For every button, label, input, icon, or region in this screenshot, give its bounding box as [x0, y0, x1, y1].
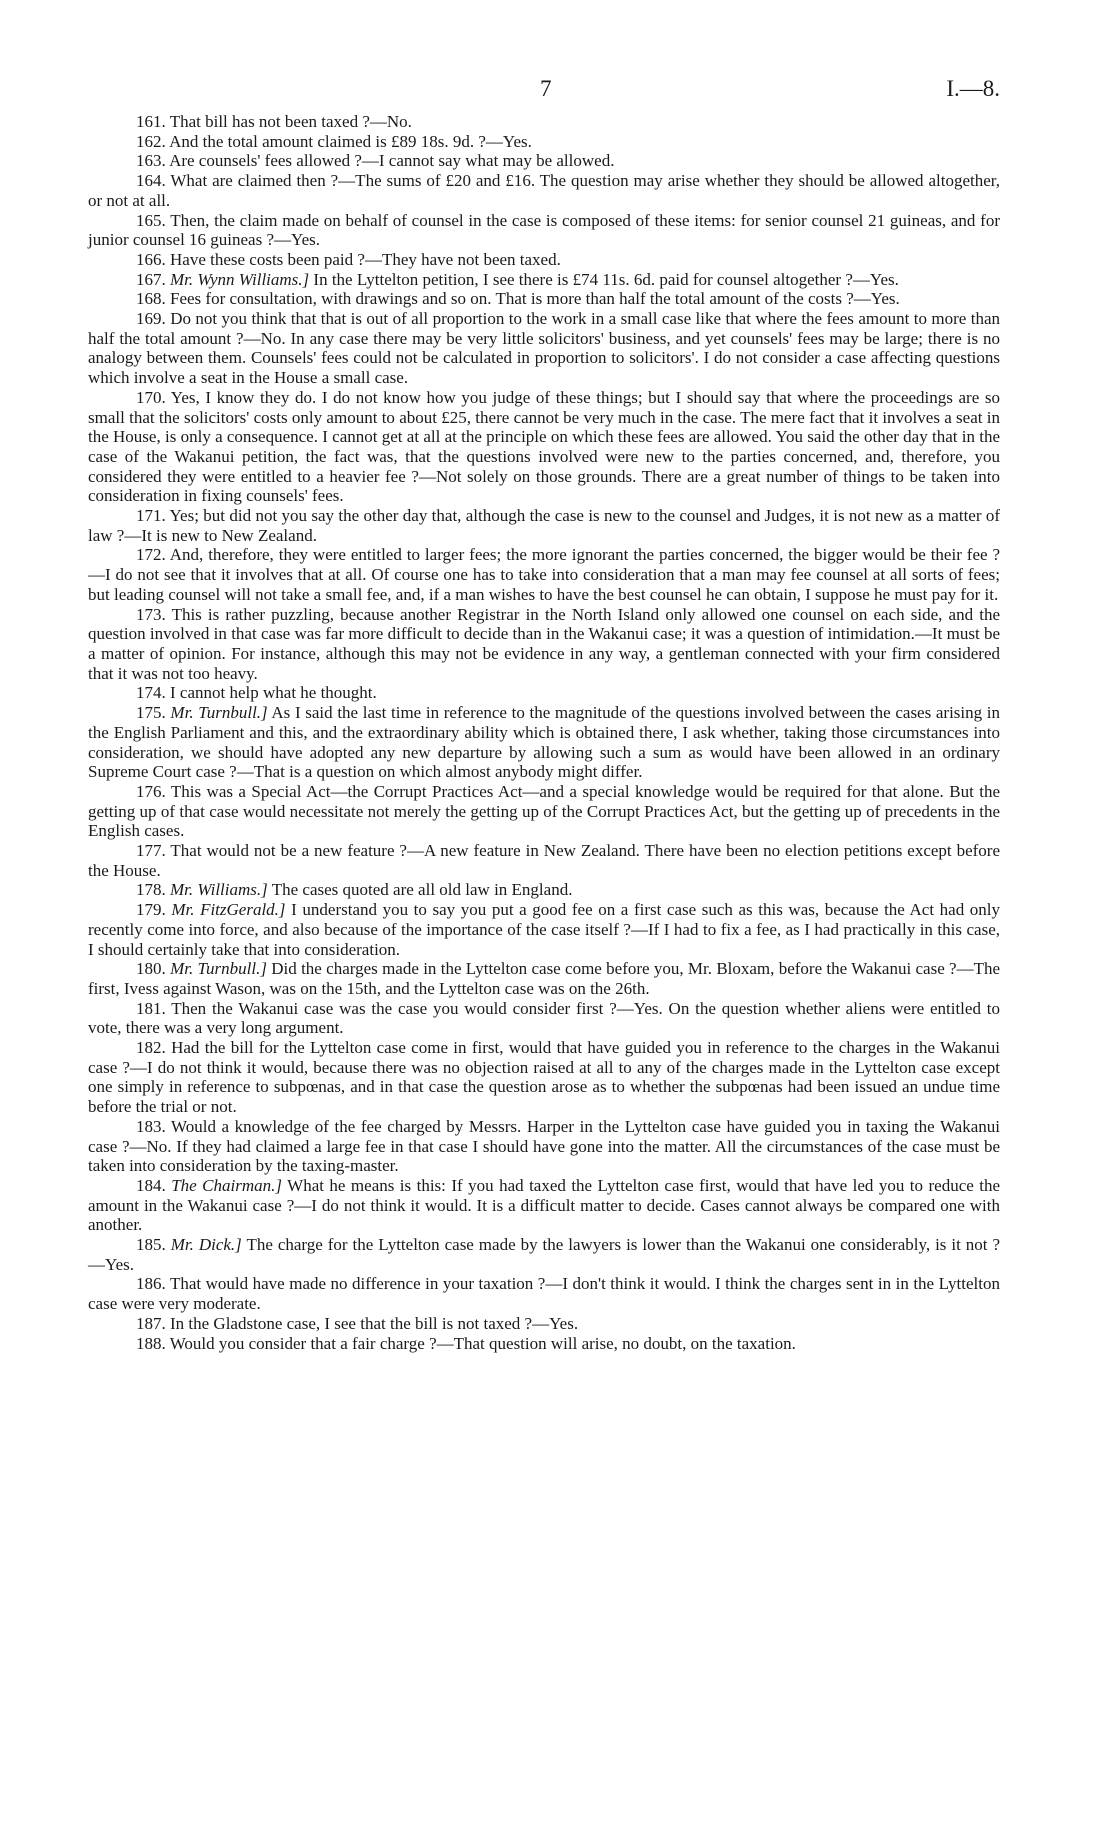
speaker-name: Mr. FitzGerald.]	[171, 900, 286, 920]
question-text: The charge for the Lyttelton case made by the lawyers is lower than the Wakanui one considerably, is it not ?—Yes.	[88, 1235, 1001, 1274]
question-paragraph	[88, 841, 1000, 880]
question-paragraph	[88, 1038, 1000, 1117]
question-paragraph	[88, 388, 1000, 506]
question-number: 167.	[136, 269, 166, 289]
question-paragraph	[88, 1235, 1000, 1274]
question-number: 165.	[136, 210, 166, 230]
question-paragraph	[88, 309, 1000, 388]
question-text: This is rather puzzling, because another Registrar in the North Island only allowed one counsel on each side, and the question involved in that case was far more difficult to decide than in the Wakanui case; it was a question of intimidation.—It must be a matter of opinion. For instance, although this may not be evidence in any way, a gentleman connected with your firm considered that it was not too heavy.	[88, 604, 1000, 683]
question-text: Would you consider that a fair charge ?—That question will arise, no doubt, on the taxation.	[169, 1333, 796, 1353]
speaker-name: The Chairman.]	[171, 1175, 282, 1195]
question-text: Are counsels' fees allowed ?—I cannot say what may be allowed.	[169, 151, 615, 171]
question-paragraph	[88, 703, 1000, 782]
question-paragraph	[88, 1117, 1000, 1176]
question-paragraph	[88, 112, 1000, 132]
speaker-name: Mr. Wynn Williams.]	[170, 269, 310, 289]
question-text: I cannot help what he thought.	[170, 683, 377, 703]
question-paragraph	[88, 289, 1000, 309]
transcript-body	[88, 112, 1000, 1353]
question-number: 178.	[136, 880, 166, 900]
question-paragraph	[88, 880, 1000, 900]
question-text: What are claimed then ?—The sums of £20 and £16. The question may arise whether they should be allowed altogether, or not at all.	[88, 171, 1000, 210]
question-paragraph	[88, 1334, 1000, 1354]
question-text: And, therefore, they were entitled to larger fees; the more ignorant the parties concerned, the bigger would be their fee ?—I do not see that it involves that at all. Of course one has to take into consideration that a man may fee counsel at all sorts of fees; but leading counsel will not take a small fee, and, if a man wishes to have the best counsel he can obtain, I suppose he must pay for it.	[88, 545, 1001, 604]
document-page	[88, 72, 1000, 1353]
question-paragraph	[88, 545, 1000, 604]
question-number: 183.	[136, 1116, 166, 1136]
page-number: 7	[540, 76, 552, 101]
document-reference: I.—8.	[946, 76, 1000, 101]
question-number: 186.	[136, 1274, 166, 1294]
question-paragraph	[88, 782, 1000, 841]
question-text: Had the bill for the Lyttelton case come in first, would that have guided you in reference to the charges in the Wakanui case ?—I do not think it would, because there was no objection raised at all to any of the charges made in the Lyttelton case except one simply in reference to subpœnas, and in that case the question arose as to whether the subpœnas had been issued an undue time before the trial or not.	[88, 1038, 1000, 1117]
speaker-name: Mr. Dick.]	[170, 1235, 242, 1255]
question-paragraph	[88, 959, 1000, 998]
question-number: 182.	[136, 1038, 166, 1058]
question-text: That would have made no difference in your taxation ?—I don't think it would. I think the charges sent in in the Lyttelton case were very moderate.	[88, 1274, 1000, 1314]
question-text: As I said the last time in reference to the magnitude of the questions involved between the cases arising in the English Parliament and this, and the extraordinary ability which is obtained there, I ask whether, taking those circumstances into consideration, we should have adopted any new departure by allowing such a sum as would have been allowed in an ordinary Supreme Court case ?—That is a question on which almost anybody might differ.	[88, 703, 1001, 782]
question-number: 170.	[136, 387, 166, 407]
question-number: 179.	[136, 900, 166, 920]
question-paragraph	[88, 1314, 1000, 1334]
question-paragraph	[88, 211, 1000, 250]
question-number: 185.	[136, 1235, 166, 1255]
question-number: 175.	[136, 703, 166, 723]
question-paragraph	[88, 151, 1000, 171]
question-text: And the total amount claimed is £89 18s. 9d. ?—Yes.	[169, 131, 532, 151]
question-number: 171.	[136, 506, 166, 526]
question-paragraph	[88, 683, 1000, 703]
page-header	[88, 72, 1000, 112]
question-text: What he means is this: If you had taxed the Lyttelton case first, would that have led you to reduce the amount in the Wakanui case ?—I do not think it would. It is a difficult matter to decide. Cases cannot always be compared one with another.	[88, 1175, 1001, 1235]
question-text: In the Gladstone case, I see that the bill is not taxed ?—Yes.	[170, 1313, 579, 1333]
question-text: Yes, I know they do. I do not know how you judge of these things; but I should say that where the proceedings are so small that the solicitors' costs only amount to about £25, there cannot be very much in the case. The mere fact that it involves a seat in the House, is only a consequence. I cannot get at all at the principle on which these fees are allowed. You said the other day that in the case of the Wakanui petition, the fact was, that the questions involved were new to the parties concerned, and, therefore, you considered they were entitled to a heavier fee ?—Not solely on those grounds. There are a great number of things to be taken into consideration in fixing counsels' fees.	[88, 387, 1000, 506]
question-text: Then, the claim made on behalf of counsel in the case is composed of these items: for senior counsel 21 guineas, and for junior counsel 16 guineas ?—Yes.	[88, 210, 1000, 250]
speaker-name: Mr. Williams.]	[170, 880, 268, 900]
speaker-name: Mr. Turnbull.]	[170, 703, 268, 723]
question-paragraph	[88, 999, 1000, 1038]
question-paragraph	[88, 1176, 1000, 1235]
question-text: Have these costs been paid ?—They have not been taxed.	[170, 249, 561, 269]
question-text: Did the charges made in the Lyttelton case come before you, Mr. Bloxam, before the Wakanui case ?—The first, Ivess against Wason, was on the 15th, and the Lyttelton case was on the 26th.	[88, 959, 1001, 998]
question-paragraph	[88, 250, 1000, 270]
question-text: Yes; but did not you say the other day that, although the case is new to the counsel and Judges, it is not new as a matter of law ?—It is new to New Zealand.	[88, 506, 1001, 545]
question-number: 181.	[136, 998, 166, 1018]
question-number: 173.	[136, 604, 166, 624]
question-number: 172.	[136, 545, 166, 565]
question-number: 176.	[136, 781, 166, 801]
question-text: Fees for consultation, with drawings and so on. That is more than half the total amount of the costs ?—Yes.	[170, 289, 900, 309]
question-paragraph	[88, 900, 1000, 959]
question-text: That would not be a new feature ?—A new feature in New Zealand. There have been no election petitions except before the House.	[88, 841, 1000, 880]
question-paragraph	[88, 270, 1000, 290]
question-paragraph	[88, 132, 1000, 152]
question-number: 187.	[136, 1313, 166, 1333]
question-paragraph	[88, 171, 1000, 210]
question-paragraph	[88, 1274, 1000, 1313]
question-number: 164.	[136, 171, 166, 191]
question-number: 177.	[136, 841, 166, 861]
question-text: Then the Wakanui case was the case you would consider first ?—Yes. On the question whether aliens were entitled to vote, there was a very long argument.	[88, 998, 1000, 1038]
question-number: 180.	[136, 959, 166, 979]
question-number: 161.	[136, 112, 166, 131]
question-number: 188.	[136, 1333, 166, 1353]
speaker-name: Mr. Turnbull.]	[170, 959, 267, 979]
question-text: In the Lyttelton petition, I see there is £74 11s. 6d. paid for counsel altogether ?—Yes.	[313, 269, 899, 289]
question-number: 184.	[136, 1175, 166, 1195]
question-text: The cases quoted are all old law in England.	[271, 880, 573, 900]
question-number: 166.	[136, 249, 166, 269]
question-number: 169.	[136, 309, 166, 329]
question-paragraph	[88, 605, 1000, 684]
question-text: Would a knowledge of the fee charged by Messrs. Harper in the Lyttelton case have guided you in taxing the Wakanui case ?—No. If they had claimed a large fee in that case I should have gone into the matter. All the circumstances of the case must be taken into consideration by the taxing-master.	[88, 1116, 1000, 1176]
question-text: That bill has not been taxed ?—No.	[169, 112, 412, 131]
question-number: 168.	[136, 289, 166, 309]
question-text: Do not you think that that is out of all proportion to the work in a small case like that where the fees amount to more than half the total amount ?—No. In any case there may be very little solicitors' business, and yet counsels' fees may be large; there is no analogy between them. Counsels' fees could not be calculated in proportion to solicitors'. I do not consider a case affecting questions which involve a seat in the House a small case.	[88, 309, 1001, 388]
question-text: This was a Special Act—the Corrupt Practices Act—and a special knowledge would be required for that alone. But the getting up of that case would necessitate not merely the getting up of the Corrupt Practices Act, but the getting up of precedents in the English cases.	[88, 781, 1000, 841]
question-number: 163.	[136, 151, 166, 171]
question-number: 174.	[136, 683, 166, 703]
question-text: I understand you to say you put a good fee on a first case such as this was, because the Act had only recently come into force, and also because of the importance of the case itself ?—If I had to fix a fee, as I had practically in this case, I should certainly take that into consideration.	[88, 900, 1001, 959]
question-number: 162.	[136, 131, 166, 151]
question-paragraph	[88, 506, 1000, 545]
